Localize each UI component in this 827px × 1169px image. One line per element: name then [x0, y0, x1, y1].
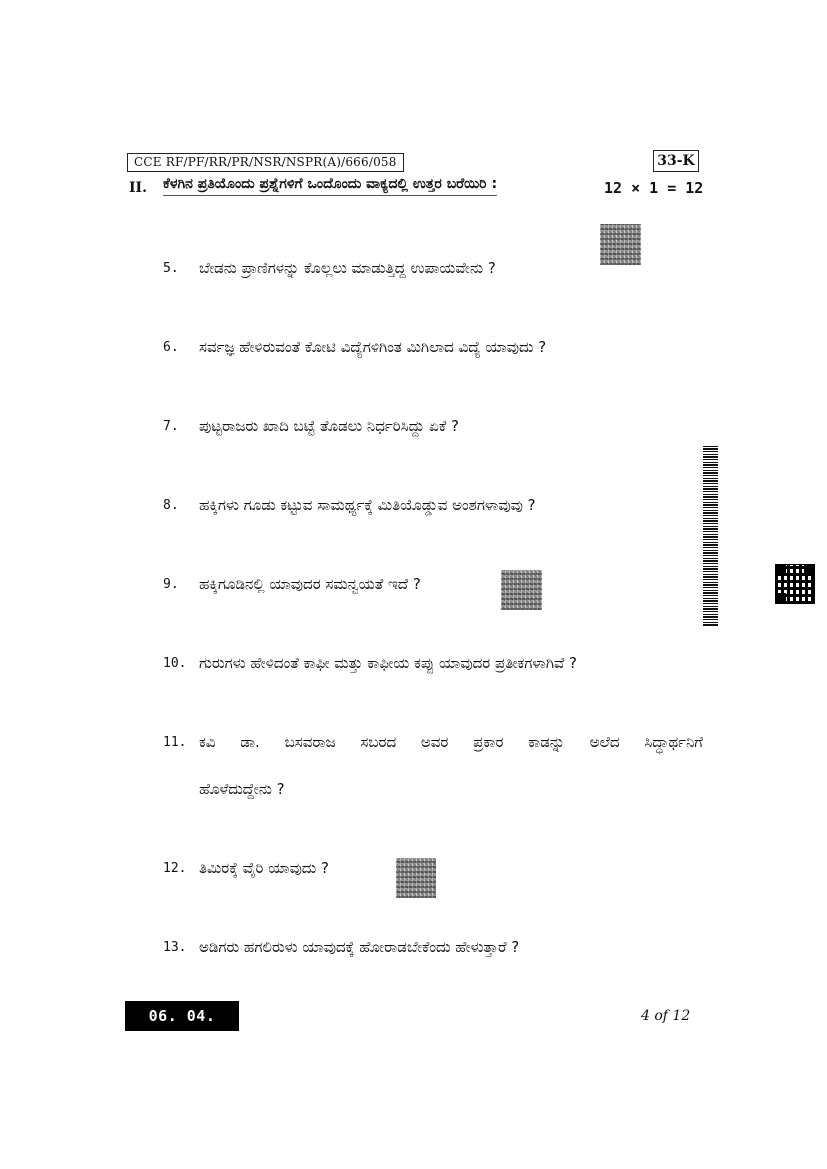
- question-text: ಬೇಡನು ಪ್ರಾಣಿಗಳನ್ನು ಕೊಲ್ಲಲು ಮಾಡುತ್ತಿದ್ದ ಉಪಾಯವೇನು ?: [199, 259, 496, 277]
- question-text: ಗುರುಗಳು ಹೇಳಿದಂತೆ ಕಾಫೀ ಮತ್ತು ಕಾಫೀಯ ಕಪ್ಪು ಯಾವುದರ ಪ್ರತೀಕಗಳಾಗಿವೆ ?: [199, 654, 577, 672]
- section-marks: 12 × 1 = 12: [604, 179, 704, 197]
- paper-code-badge: 33-K: [653, 150, 699, 172]
- section-number: II.: [129, 180, 147, 196]
- exam-code-label: CCE RF/PF/RR/PR/NSR/NSPR(A)/666/058: [127, 153, 404, 172]
- question-text: ಹಕ್ಕಿಗಳು ಗೂಡು ಕಟ್ಟುವ ಸಾಮರ್ಥ್ಯಕ್ಕೆ ಮಿತಿಯೊಡ್ಡುವ ಅಂಶಗಳಾವುವು ?: [199, 496, 536, 514]
- section-instruction: ಕೆಳಗಿನ ಪ್ರತಿಯೊಂದು ಪ್ರಶ್ನೆಗಳಿಗೆ ಒಂದೊಂದು ವಾಕ್ಯದಲ್ಲಿ ಉತ್ತರ ಬರೆಯಿರಿ :: [163, 176, 497, 196]
- question-text-line2: ಹೊಳೆದುದ್ದೇನು ?: [199, 780, 285, 798]
- question-text: ಅಡಿಗರು ಹಗಲಿರುಳು ಯಾವುದಕ್ಕೆ ಹೋರಾಡಬೇಕೆಂದು ಹೇಳುತ್ತಾರೆ ?: [199, 938, 520, 956]
- question-number: 5.: [163, 261, 179, 276]
- qr-code-image: [775, 564, 815, 604]
- question-number: 11.: [163, 735, 187, 750]
- page-number: 4 of 12: [641, 1008, 691, 1024]
- question-text-line1: ಕವಿ ಡಾ. ಬಸವರಾಜ ಸಬರದ ಅವರ ಪ್ರಕಾರ ಕಾಡನ್ನು ಅಲೆದ ಸಿದ್ಧಾರ್ಥನಿಗೆ: [199, 733, 703, 751]
- exam-date: 06. 04. 2024: [125, 1001, 239, 1031]
- question-number: 10.: [163, 656, 187, 671]
- question-number: 6.: [163, 340, 179, 355]
- scan-code-image: [600, 224, 641, 265]
- question-text: ತಿಮಿರಕ್ಕೆ ವೈರಿ ಯಾವುದು ?: [199, 859, 329, 877]
- question-text: ಪುಟ್ಟರಾಜರು ಖಾದಿ ಬಟ್ಟೆ ತೊಡಲು ನಿರ್ಧರಿಸಿದ್ದು ಏಕೆ ?: [199, 417, 459, 435]
- question-text: ಹಕ್ಕಿಗೂಡಿನಲ್ಲಿ ಯಾವುದರ ಸಮನ್ವಯತೆ ಇದೆ ?: [199, 575, 421, 593]
- question-text: ಸರ್ವಜ್ಞ ಹೇಳಿರುವಂತೆ ಕೋಟಿ ವಿದ್ಯೆಗಳಿಗಿಂತ ಮಿಗಿಲಾದ ವಿದ್ಯೆ ಯಾವುದು ?: [199, 338, 547, 356]
- question-number: 12.: [163, 861, 187, 876]
- scan-code-image: [501, 570, 542, 610]
- question-number: 9.: [163, 577, 179, 592]
- scan-code-image: [396, 858, 436, 898]
- barcode-image: [703, 446, 718, 626]
- question-number: 8.: [163, 498, 179, 513]
- question-number: 13.: [163, 940, 187, 955]
- question-number: 7.: [163, 419, 179, 434]
